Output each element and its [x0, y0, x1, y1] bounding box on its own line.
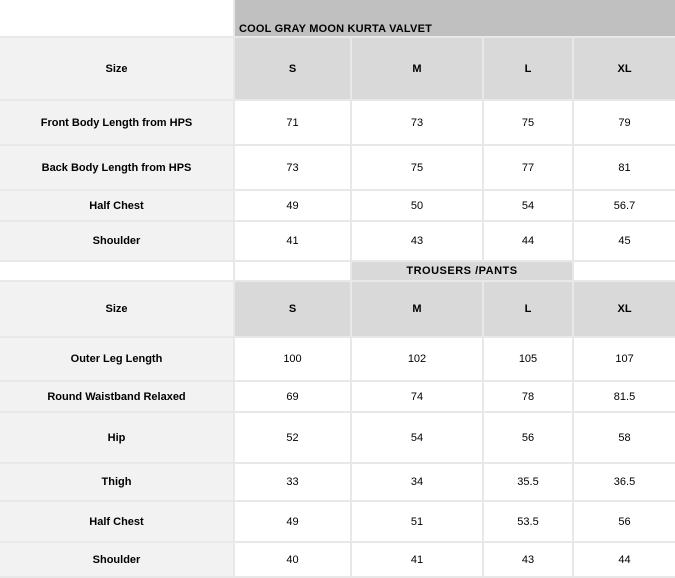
measurement-cell: 102 [352, 338, 484, 382]
trousers-size-header: L [484, 282, 574, 338]
measurement-cell: 73 [235, 146, 352, 191]
measurement-cell: 56.7 [574, 191, 675, 222]
row-label: Back Body Length from HPS [0, 146, 235, 191]
measurement-cell: 77 [484, 146, 574, 191]
kurta-size-header: S [235, 38, 352, 101]
row-label: Shoulder [0, 543, 235, 578]
row-label: Round Waistband Relaxed [0, 382, 235, 413]
kurta-table-title: COOL GRAY MOON KURTA VALVET [235, 0, 675, 38]
measurement-cell: 56 [484, 413, 574, 464]
blank-cell [0, 0, 235, 38]
measurement-cell: 73 [352, 101, 484, 146]
table-row [0, 502, 675, 543]
measurement-cell: 79 [574, 101, 675, 146]
table-row [0, 382, 675, 413]
table-row [0, 464, 675, 502]
row-label: Shoulder [0, 222, 235, 262]
trousers-size-header: M [352, 282, 484, 338]
trousers-size-header: XL [574, 282, 675, 338]
measurement-cell: 44 [574, 543, 675, 578]
measurement-cell: 71 [235, 101, 352, 146]
measurement-cell: 74 [352, 382, 484, 413]
measurement-cell: 44 [484, 222, 574, 262]
measurement-cell: 58 [574, 413, 675, 464]
measurement-cell: 49 [235, 191, 352, 222]
row-label: Half Chest [0, 502, 235, 543]
measurement-cell: 81.5 [574, 382, 675, 413]
measurement-cell: 50 [352, 191, 484, 222]
kurta-size-header: XL [574, 38, 675, 101]
measurement-cell: 53.5 [484, 502, 574, 543]
row-label: Front Body Length from HPS [0, 101, 235, 146]
table-row [0, 338, 675, 382]
measurement-cell: 75 [484, 101, 574, 146]
row-label: Half Chest [0, 191, 235, 222]
measurement-cell: 100 [235, 338, 352, 382]
measurement-cell: 56 [574, 502, 675, 543]
measurement-cell: 43 [352, 222, 484, 262]
row-label: Thigh [0, 464, 235, 502]
trousers-size-label: Size [0, 282, 235, 338]
table-row [0, 191, 675, 222]
table-row [0, 413, 675, 464]
measurement-cell: 54 [352, 413, 484, 464]
measurement-cell: 40 [235, 543, 352, 578]
table-row [0, 543, 675, 578]
table-row [0, 101, 675, 146]
measurement-cell: 78 [484, 382, 574, 413]
row-label: Outer Leg Length [0, 338, 235, 382]
measurement-cell: 81 [574, 146, 675, 191]
measurement-cell: 33 [235, 464, 352, 502]
kurta-size-header: L [484, 38, 574, 101]
measurement-cell: 45 [574, 222, 675, 262]
trousers-size-header: S [235, 282, 352, 338]
blank-cell [235, 262, 352, 282]
measurement-cell: 41 [352, 543, 484, 578]
blank-cell [574, 262, 675, 282]
measurement-cell: 43 [484, 543, 574, 578]
measurement-cell: 41 [235, 222, 352, 262]
measurement-cell: 52 [235, 413, 352, 464]
measurement-cell: 107 [574, 338, 675, 382]
kurta-size-header: M [352, 38, 484, 101]
trousers-table-title: TROUSERS /PANTS [352, 262, 574, 282]
blank-cell [0, 262, 235, 282]
measurement-cell: 49 [235, 502, 352, 543]
measurement-cell: 51 [352, 502, 484, 543]
kurta-size-label: Size [0, 38, 235, 101]
row-label: Hip [0, 413, 235, 464]
measurement-cell: 34 [352, 464, 484, 502]
measurement-cell: 69 [235, 382, 352, 413]
measurement-cell: 105 [484, 338, 574, 382]
measurement-cell: 54 [484, 191, 574, 222]
table-row [0, 222, 675, 262]
table-row [0, 146, 675, 191]
measurement-cell: 36.5 [574, 464, 675, 502]
measurement-cell: 35.5 [484, 464, 574, 502]
measurement-cell: 75 [352, 146, 484, 191]
